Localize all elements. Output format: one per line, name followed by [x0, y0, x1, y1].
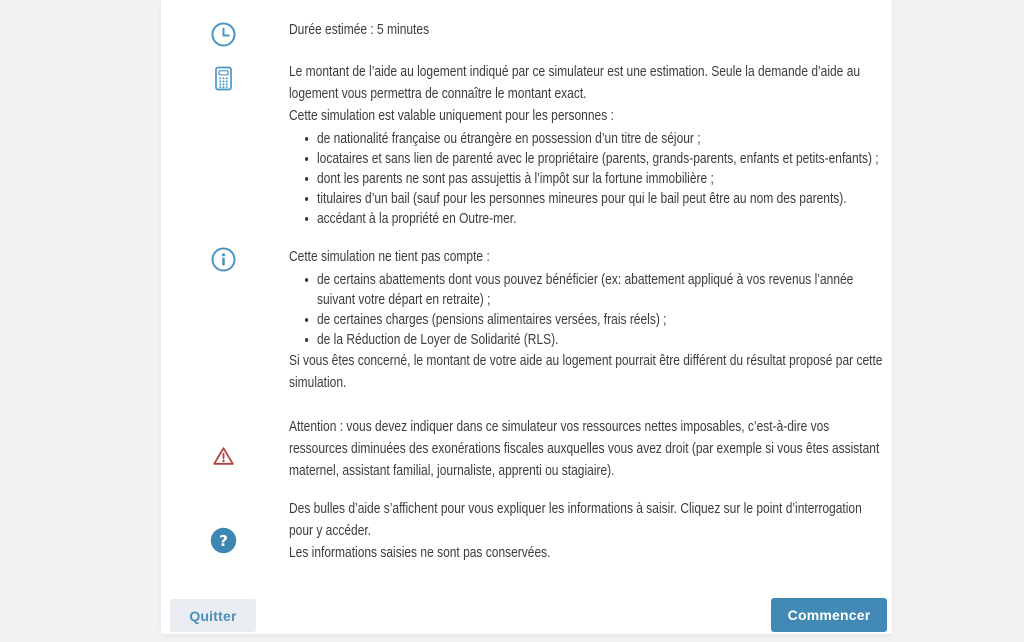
- valid-persons-intro: Cette simulation est valable uniquement pour les personnes :: [289, 107, 614, 124]
- list-item: • de nationalité française ou étrangère en possession d’un titre de séjour ;: [317, 129, 885, 149]
- list-item: • titulaires d’un bail (sauf pour les personnes mineures pour qui le bail peut être au nom des parents).: [317, 189, 885, 209]
- duration-text: Durée estimée : 5 minutes: [289, 21, 430, 38]
- exclusions-icon-column: [161, 246, 289, 273]
- estimation-icon-column: [161, 61, 289, 92]
- svg-text:?: ?: [219, 532, 228, 550]
- section-help: [161, 498, 892, 564]
- exclusions-intro: Cette simulation ne tient pas compte :: [289, 248, 490, 265]
- list-item: • de certaines charges (pensions alimentaires versées, frais réels) ;: [317, 310, 885, 330]
- question-icon: [210, 527, 237, 554]
- start-button[interactable]: Commencer: [771, 598, 887, 632]
- quit-button[interactable]: Quitter: [170, 599, 256, 632]
- list-item: • dont les parents ne sont pas assujettis à l’impôt sur la fortune immobilière ;: [317, 169, 885, 189]
- section-duration: [161, 19, 892, 48]
- duration-icon-column: [161, 19, 289, 48]
- estimation-paragraph: Le montant de l’aide au logement indiqué par ce simulateur est une estimation. Seule la demande d’aide au logement vous permettra de connaître le montant exact.: [289, 63, 861, 102]
- warning-paragraph: Attention : vous devez indiquer dans ce simulateur vos ressources nettes imposables, c’est-à-dire vos ressources diminuées des exonérations fiscales auxquelles vous avez droit (par exemple si vous êtes assistant maternel, assistant familial, journaliste, apprenti ou stagiaire).: [289, 418, 880, 479]
- section-warning: [161, 416, 892, 482]
- warning-icon: [210, 443, 237, 470]
- warning-icon-column: [161, 416, 289, 470]
- section-estimation: [161, 61, 892, 229]
- list-item: • locataires et sans lien de parenté avec le propriétaire (parents, grands-parents, enfants et petits-enfants) ;: [317, 149, 885, 169]
- calculator-icon: [210, 65, 237, 92]
- list-item: • de certains abattements dont vous pouvez bénéficier (ex: abattement appliqué à vos revenus l’année suivant votre départ en retraite) ;: [317, 270, 885, 310]
- info-icon: [210, 246, 237, 273]
- exclusions-list: [289, 270, 885, 350]
- list-item: • de la Réduction de Loyer de Solidarité (RLS).: [317, 330, 885, 350]
- privacy-note: Les informations saisies ne sont pas conservées.: [289, 544, 551, 561]
- help-paragraph: Des bulles d’aide s’affichent pour vous expliquer les informations à saisir. Cliquez sur le point d’interrogation pour y accéder.: [289, 500, 862, 539]
- simulator-intro-panel: [161, 0, 892, 634]
- list-item: • accédant à la propriété en Outre-mer.: [317, 209, 885, 229]
- help-icon-column: [161, 498, 289, 554]
- valid-persons-list: [289, 129, 885, 229]
- section-exclusions: [161, 246, 892, 394]
- clock-icon: [210, 21, 237, 48]
- exclusions-note: Si vous êtes concerné, le montant de votre aide au logement pourrait être différent du résultat proposé par cette simulation.: [289, 352, 883, 391]
